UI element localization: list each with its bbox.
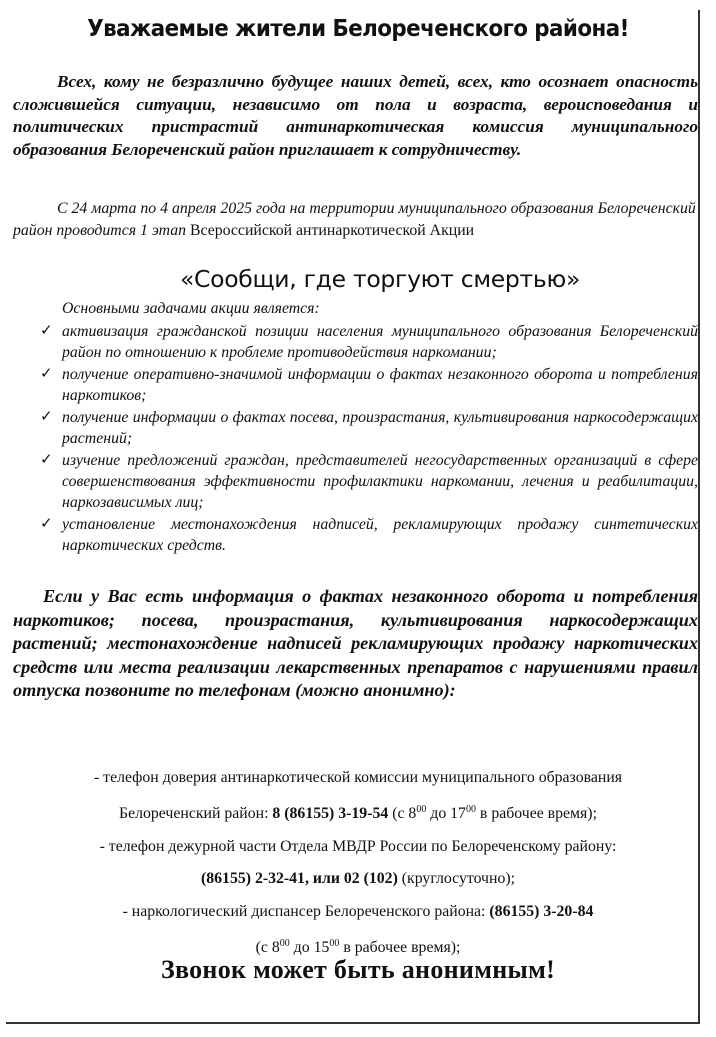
list-item bbox=[38, 450, 698, 513]
checkmark-icon: ✓ bbox=[40, 366, 53, 382]
contact-line bbox=[0, 794, 716, 830]
task-text: получение оперативно-значимой информации о фактах незаконного оборота и потребления наркотиков; bbox=[62, 366, 698, 404]
intro-paragraph: Всех, кому не безразлично будущее наших детей, всех, кто осознает опасность сложившейся ситуации, независимо от пола и возраста, вероисповедания и политических пристрастий антинаркотическая комиссия муниципального образования Белореченский район приглашает к сотрудничеству. bbox=[13, 72, 698, 159]
list-item bbox=[38, 514, 698, 556]
contact-line: - телефон доверия антинаркотической комиссии муниципального образования bbox=[93, 769, 623, 786]
checkmark-icon: ✓ bbox=[40, 323, 53, 339]
task-text: установление местонахождения надписей, рекламирующих продажу синтетических наркотических средств. bbox=[62, 516, 698, 554]
contact-line bbox=[0, 896, 716, 928]
phone-number: 8 (86155) 3-19-54 bbox=[272, 805, 389, 823]
action-title: «Сообщи, где торгуют смертью» bbox=[179, 265, 581, 293]
checkmark-icon: ✓ bbox=[40, 452, 53, 468]
list-item bbox=[38, 364, 698, 406]
checkmark-icon: ✓ bbox=[40, 409, 53, 425]
contact-line: - телефон дежурной части Отдела МВДР России по Белореченскому району: bbox=[99, 837, 617, 855]
appeal-paragraph: Если у Вас есть информация о фактах незаконного оборота и потребления наркотиков; посева, произрастания, культивирования наркосодержащих растений; местонахождение надписей рекламирующих продажу наркотических средств или места реализации лекарственных препаратов с нарушениями правил отпуска позвоните по телефонам (можно анонимно): bbox=[13, 586, 698, 700]
task-text: активизация гражданской позиции населения муниципального образования Белореченский район по отношению к проблеме противодействия наркомании; bbox=[62, 323, 698, 361]
dates-text-regular: Всероссийской антинаркотической Акции bbox=[186, 222, 475, 239]
hours-sup: 00 bbox=[329, 938, 340, 950]
task-text: получение информации о фактах посева, произрастания, культивирования наркосодержащих растений; bbox=[62, 409, 698, 447]
contacts-block bbox=[0, 762, 716, 964]
dates-text-italic: С 24 марта по 4 апреля 2025 года на территории муниципального образования Белореченский район проводится 1 этап bbox=[13, 200, 696, 239]
hours-text: (с 8 bbox=[255, 939, 280, 957]
hours-text: (круглосуточно); bbox=[397, 870, 516, 888]
contact-line bbox=[0, 863, 716, 895]
checkmark-icon: ✓ bbox=[40, 516, 53, 532]
contact-label: Белореченский район: bbox=[119, 805, 273, 823]
hours-sup: 00 bbox=[279, 938, 290, 950]
contact-label: - наркологический диспансер Белореченского района: bbox=[122, 902, 490, 920]
hours-text: до 15 bbox=[289, 939, 330, 957]
tasks-lead: Основными задачами акции является: bbox=[62, 300, 320, 317]
footer-notice: Звонок может быть анонимным! bbox=[160, 955, 556, 984]
list-item bbox=[38, 407, 698, 449]
list-item bbox=[38, 321, 698, 363]
dates-paragraph bbox=[13, 198, 698, 242]
task-text: изучение предложений граждан, представителей негосударственных организаций в сфере совершенствования эффективности профилактики наркомании, лечения и реабилитации, наркозависимых лиц; bbox=[62, 452, 698, 511]
tasks-list bbox=[38, 321, 698, 557]
hours-text: в рабочее время); bbox=[339, 939, 461, 957]
phone-number: (86155) 3-20-84 bbox=[489, 902, 594, 920]
hours-text: (с 8 bbox=[388, 805, 417, 823]
hours-sup: 00 bbox=[416, 804, 427, 816]
hours-text: в рабочее время); bbox=[475, 805, 597, 823]
page-title: Уважаемые жители Белореченского района! bbox=[87, 16, 629, 42]
phone-number: (86155) 2-32-41, или 02 (102) bbox=[200, 870, 398, 888]
hours-sup: 00 bbox=[465, 804, 476, 816]
hours-text: до 17 bbox=[426, 805, 466, 823]
